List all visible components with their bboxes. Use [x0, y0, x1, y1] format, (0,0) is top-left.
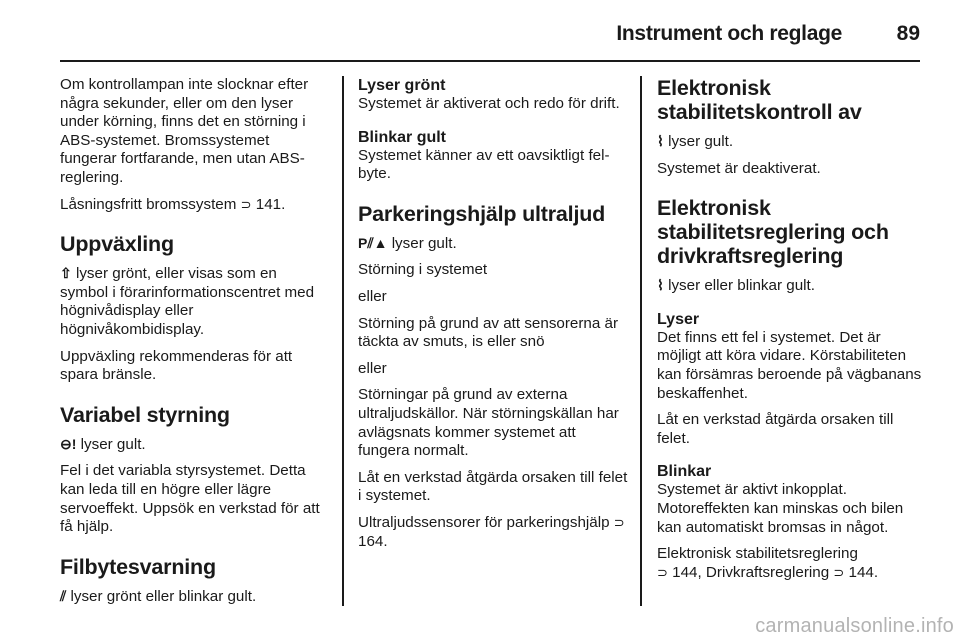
uppvaxling-paragraph-1 [60, 264, 328, 339]
steering-warning-icon: ⊖! [60, 435, 77, 452]
parkering-paragraph-2: Störning i systemet [358, 261, 488, 279]
parkering-paragraph-1 [358, 234, 628, 254]
variabel-text: lyser gult. [80, 435, 146, 453]
esc-reg-text: lyser eller blinkar gult. [668, 277, 815, 295]
parkering-paragraph-7: Låt en verkstad åtgärda orsaken till felet i systemet. [358, 468, 628, 505]
page-number: 89 [896, 22, 920, 45]
blinkar-gult-paragraph: Systemet känner av ett oavsiktligt fel-byte. [358, 146, 610, 183]
page-header [60, 18, 920, 60]
uppvaxling-paragraph-2: Uppväxling rekommenderas för att spara bränsle. [60, 347, 293, 384]
parkering-paragraph-4: Störning på grund av att sensorerna är täckta av smuts, is eller snö [358, 314, 619, 351]
lyser-gront-paragraph: Systemet är aktiverat och redo för drift. [358, 95, 620, 112]
page-ref-icon: ⊃ [833, 564, 845, 580]
page-ref-icon: ⊃ [613, 514, 625, 530]
heading-lyser: Lyser [657, 310, 700, 328]
column-3 [657, 76, 927, 590]
watermark: carmanualsonline.info [755, 615, 954, 637]
heading-blinkar-gult: Blinkar gult [358, 128, 447, 146]
blinkar-reference-text-a: Elektronisk stabilitetsreglering [657, 545, 858, 563]
parkering-reference-page[interactable]: 164. [358, 532, 388, 550]
header-title: Instrument och reglage [616, 22, 842, 45]
parkering-paragraph-6: Störningar på grund av externa ultraljudskällor. När störningskällan har avlägsnats kommer systemet att fungera normalt. [358, 386, 619, 460]
parkering-reference-text: Ultraljudssensorer för parkeringshjälp [358, 513, 610, 531]
parking-sensor-icon: P⫽▲ [358, 234, 388, 251]
heading-parkeringshjalp: Parkeringshjälp ultraljud [358, 201, 606, 226]
esc-av-paragraph-1 [657, 132, 927, 152]
parkering-text: lyser gult. [391, 234, 457, 252]
header-divider [60, 60, 920, 62]
heading-blinkar: Blinkar [657, 463, 712, 481]
abs-reference-text: Låsningsfritt bromssystem [60, 195, 237, 213]
heading-esc-reglering: Elektronisk stabilitetsreglering och drivkraftsreglering [657, 196, 889, 269]
column-divider-2 [640, 76, 642, 606]
filbyte-paragraph-1 [60, 587, 328, 607]
filbyte-text: lyser grönt eller blinkar gult. [70, 587, 257, 605]
esc-off-icon: ⌇ [657, 133, 664, 149]
esc-icon: ⌇ [657, 277, 664, 294]
blinkar-paragraph-1: Systemet är aktivt inkopplat. Motoreffekten kan minskas och bilen kan automatiskt bromsas in något. [657, 481, 904, 536]
blinkar-reference [657, 545, 927, 582]
parkering-reference [358, 514, 628, 551]
heading-variabel-styrning: Variabel styrning [60, 402, 230, 427]
variabel-paragraph-1 [60, 435, 328, 455]
blinkar-reference-text-b[interactable]: 144, Drivkraftsreglering [672, 563, 830, 581]
abs-reference [60, 196, 328, 215]
abs-reference-page[interactable]: 141. [255, 195, 286, 213]
parkering-paragraph-5: eller [358, 359, 387, 377]
esc-av-text: lyser gult. [668, 133, 734, 150]
page-ref-icon: ⊃ [240, 196, 252, 212]
parkering-paragraph-3: eller [358, 287, 387, 305]
page-ref-icon: ⊃ [657, 564, 668, 580]
column-2 [358, 76, 628, 559]
blinkar-reference-text-c[interactable]: 144. [848, 563, 879, 581]
esc-reg-paragraph-1 [657, 276, 927, 296]
abs-warning-paragraph: Om kontrollampan inte slocknar efter några sekunder, eller om den lyser under körning, finns det en störning i ABS-systemet. Bromssystemet fungerar fortfarande, men utan ABS-reglering. [60, 76, 309, 186]
variabel-paragraph-2: Fel i det variabla styrsystemet. Detta kan leda till en högre eller lägre servoeffekt. Uppsök en verkstad för att få hjälp. [60, 462, 320, 536]
column-1 [60, 76, 328, 614]
lyser-paragraph-2: Låt en verkstad åtgärda orsaken till felet. [657, 411, 894, 447]
heading-lyser-gront: Lyser grönt [358, 77, 446, 94]
upshift-icon: ⇧ [60, 265, 72, 282]
column-divider-1 [342, 76, 344, 606]
heading-filbytesvarning: Filbytesvarning [60, 554, 216, 579]
lane-change-icon: ⫽ [60, 587, 67, 604]
heading-esc-av: Elektronisk stabilitetskontroll av [657, 76, 862, 124]
heading-uppvaxling: Uppväxling [60, 232, 174, 257]
esc-av-paragraph-2: Systemet är deaktiverat. [657, 159, 821, 177]
uppvaxling-text: lyser grönt, eller visas som en symbol i förarinformationscentret med högnivådisplay eller högnivåkombidisplay. [60, 265, 315, 338]
lyser-paragraph-1: Det finns ett fel i systemet. Det är möjligt att köra vidare. Körstabiliteten kan försämras beroende på vägbanans beskaffenhet. [657, 328, 922, 402]
